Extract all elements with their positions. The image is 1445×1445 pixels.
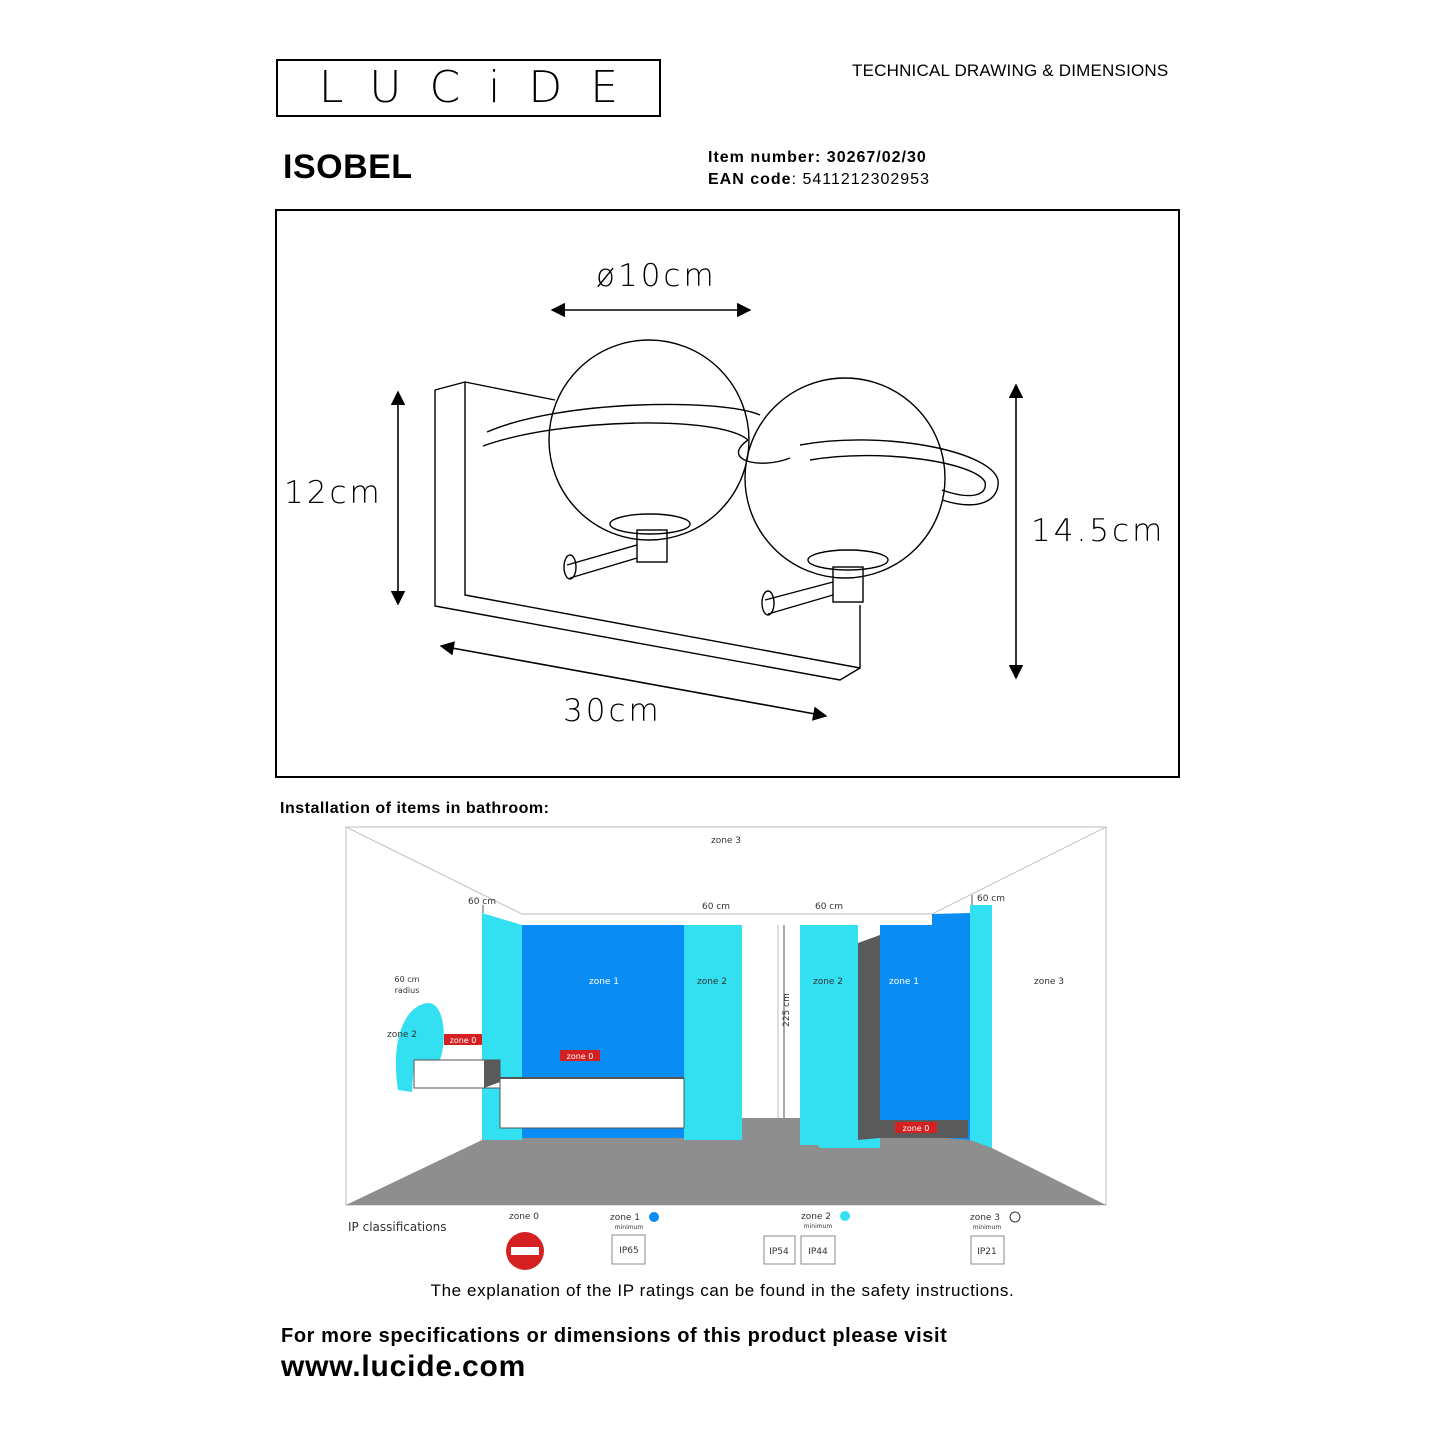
ip-zone-1-code: IP65 — [619, 1246, 639, 1256]
zone-2-shower-label: zone 2 — [812, 977, 844, 987]
zone-1-dot-icon — [649, 1212, 659, 1222]
brand-logo: LUCiDE — [318, 62, 647, 113]
dist-right-label: 60 cm — [976, 894, 1006, 904]
radius-label-2: radius — [394, 986, 420, 995]
website-link[interactable]: www.lucide.com — [281, 1350, 527, 1383]
ip-zone-0-label: zone 0 — [508, 1212, 540, 1222]
zone-1-shower-label: zone 1 — [888, 977, 920, 987]
height-225-label: 225 cm — [782, 993, 792, 1027]
ip-zone-3-label: zone 3 — [969, 1213, 1001, 1223]
ip-classifications-title: IP classifications — [348, 1220, 447, 1234]
item-number-label: Item number: — [708, 149, 822, 166]
ean-code-value: : 5411212302953 — [791, 171, 930, 188]
zone-0-shower-tag: zone 0 — [902, 1124, 930, 1133]
ip-zone-1-minimum: minimum — [614, 1224, 644, 1231]
bathroom-heading: Installation of items in bathroom: — [280, 800, 550, 817]
ip-zone-2-label: zone 2 — [800, 1212, 832, 1222]
ean-code-label: EAN code — [708, 171, 792, 188]
shower-screen — [858, 935, 880, 1140]
ip-zone-3-minimum: minimum — [972, 1224, 1002, 1231]
zone-2-bath-label: zone 2 — [696, 977, 728, 987]
zone-0-bath-tag: zone 0 — [566, 1052, 594, 1061]
ip-zone-2-code-b: IP44 — [808, 1247, 828, 1257]
ip-zone-1-label: zone 1 — [609, 1213, 641, 1223]
zone-1-bath-label: zone 1 — [588, 977, 620, 987]
zone-3-right-label: zone 3 — [1033, 977, 1065, 987]
product-name: ISOBEL — [283, 148, 413, 186]
zone-0-basin-tag: zone 0 — [449, 1036, 477, 1045]
item-number-value: 30267/02/30 — [826, 149, 927, 166]
height-right-label: 14.5cm — [1031, 513, 1166, 549]
document-title: TECHNICAL DRAWING & DIMENSIONS — [852, 61, 1169, 80]
dist-mid-left-label: 60 cm — [701, 902, 731, 912]
ip-zone-3-code: IP21 — [977, 1247, 997, 1257]
zone-2-bath — [684, 925, 742, 1140]
dist-mid-right-label: 60 cm — [814, 902, 844, 912]
ip-ratings-note: The explanation of the IP ratings can be found in the safety instructions. — [430, 1281, 1015, 1300]
zone-2-basin-label: zone 2 — [386, 1030, 418, 1040]
more-specs-text: For more specifications or dimensions of this product please visit — [281, 1325, 948, 1347]
diameter-label: ø10cm — [596, 258, 717, 294]
zone-3-dot-icon — [1010, 1212, 1020, 1222]
zone-2-dot-icon — [840, 1211, 850, 1221]
ip-zone-2-minimum: minimum — [803, 1223, 833, 1230]
width-label: 30cm — [563, 693, 662, 729]
height-left-label: 12cm — [284, 475, 383, 511]
zone-3-top-label: zone 3 — [710, 836, 742, 846]
dist-left-label: 60 cm — [467, 897, 497, 907]
ip-zone-2-code-a: IP54 — [769, 1247, 789, 1257]
radius-label-1: 60 cm — [394, 975, 420, 984]
zone-1-shower — [880, 925, 932, 1137]
